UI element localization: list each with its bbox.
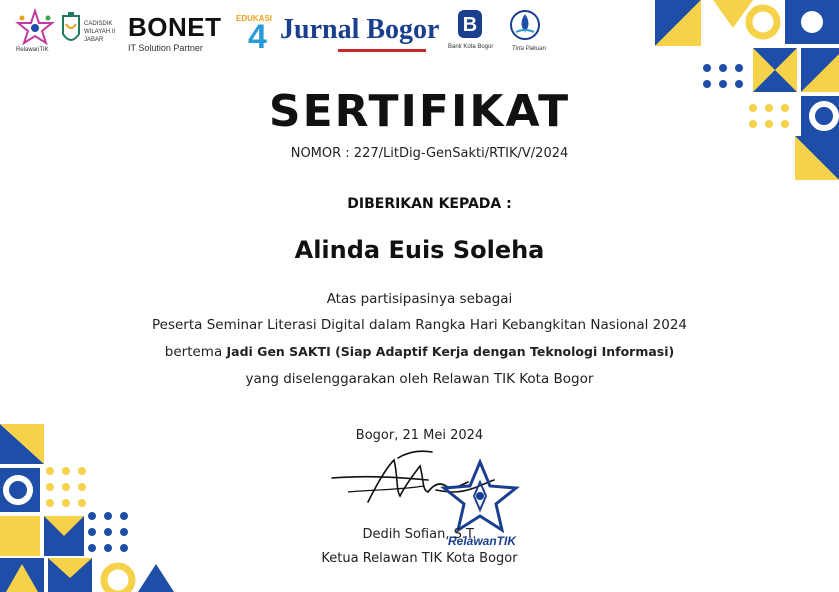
tirta-pakuan-logo xyxy=(506,8,546,58)
relawan-tik-emblem-icon xyxy=(14,8,56,46)
signer-name: Dedih Sofian, S.T. xyxy=(362,527,477,542)
theme-title: Jadi Gen SAKTI (Siap Adaptif Kerja dengan Teknologi Informasi) xyxy=(226,344,675,359)
relawan-tik-star-icon xyxy=(440,458,520,536)
sponsor-logos xyxy=(14,8,554,58)
signer-title: Ketua Relawan TIK Kota Bogor xyxy=(321,551,518,566)
bottom-left-decoration xyxy=(0,424,176,592)
event-line: Peserta Seminar Literasi Digital dalam Rangka Hari Kebangkitan Nasional 2024 xyxy=(151,317,688,333)
bonet-logo xyxy=(128,12,240,56)
edukasi-4-logo xyxy=(236,14,276,58)
cadisdik-emblem-icon xyxy=(60,10,82,48)
edukasi-label: EDUKASI xyxy=(236,14,273,23)
recipient-name: Alinda Euis Soleha xyxy=(294,236,545,264)
edukasi-number: 4 xyxy=(248,18,267,56)
jurnal-underline xyxy=(338,49,426,52)
bank-label: Bank Kota Bogor xyxy=(448,44,494,50)
stamp-label: RelawanTIK xyxy=(448,534,517,548)
bank-emblem-icon xyxy=(456,8,484,40)
cadisdik-logo xyxy=(60,10,126,56)
given-to-heading: DIBERIKAN KEPADA : xyxy=(347,196,512,212)
organizer-line: yang diselenggarakan oleh Relawan TIK Kota Bogor xyxy=(245,371,594,387)
participation-line: Atas partisipasinya sebagai xyxy=(326,291,513,307)
svg-text:B: B xyxy=(462,14,478,36)
tirta-label: Tirta Pakuan xyxy=(512,46,546,52)
issue-date: Bogor, 21 Mei 2024 xyxy=(355,428,484,443)
certificate-title: SERTIFIKAT xyxy=(268,86,571,137)
bank-kota-bogor-logo xyxy=(448,8,498,58)
bonet-wordmark: BONET xyxy=(128,12,222,42)
jurnal-bogor-wordmark: Jurnal Bogor xyxy=(280,14,440,45)
jurnal-bogor-logo xyxy=(280,12,446,56)
theme-line xyxy=(0,344,839,360)
relawan-tik-logo xyxy=(14,8,56,58)
water-drop-icon xyxy=(510,8,540,42)
relawan-tik-label: RelawanTIK xyxy=(16,47,49,53)
certificate-number: NOMOR : 227/LitDig-GenSakti/RTIK/V/2024 xyxy=(290,146,569,161)
theme-prefix: bertema xyxy=(164,344,223,360)
cadisdik-label: CADISDIK WILAYAH II JABAR xyxy=(84,21,116,43)
bonet-tagline: IT Solution Partner xyxy=(128,43,203,53)
